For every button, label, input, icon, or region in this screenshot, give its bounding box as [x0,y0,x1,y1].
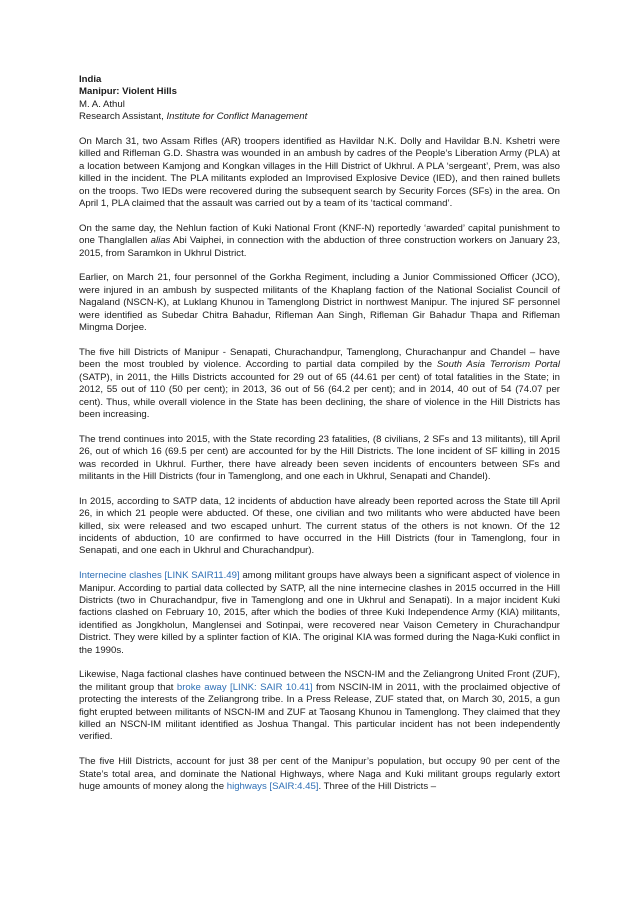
p2-text-b: Abi Vaiphei, in connection with the abduction of three construction workers on January 23, 2015, from Saramkon in Ukhrul District. [79,235,560,259]
paragraph-6: In 2015, according to SATP data, 12 incidents of abduction have already been reported across the State till April 26, in which 21 people were abducted. Of these, one civilian and two militants who were abducted have been killed, six were released and two escaped unhurt. The current status of the others is not known. Of the 12 incidents of abduction, 10 are confirmed to have occurred in the Hill Districts (four in Tamenglong, four in Senapati, and one each in Ukhrul and Churachandpur). [79,495,560,557]
p8-text-b: from NSCIN-IM in 2011, with the proclaimed objective of protecting the interests of the Zeliangrong tribe. In a Press Release, ZUF stated that, on March 30, 2015, a gun fight erupted between militants of NSCN-IM and ZUF at Taosang Khunou in Tamenglong. They claimed that they killed an NSCN-IM militant identified as Joshua Thangal. This particular incident has not been independently verified. [79,681,560,743]
p4-portal-name: South Asia Terrorism Portal [436,359,560,371]
paragraph-7 [79,570,560,657]
p2-alias: alias [150,235,171,247]
paragraph-8 [79,669,560,743]
country-label: India [79,74,102,85]
p9-text-a: The five Hill Districts, account for just 38 per cent of the Manipur’s population, but occupy 90 per cent of the State’s total area, and dominate the National Highways, where Naga and Kuki militant groups regularly extort huge amounts of money along the [79,756,560,793]
paragraph-4 [79,347,560,421]
role-prefix: Research Assistant, [79,111,167,123]
author-role [79,111,560,123]
p4-text-a: The five hill Districts of Manipur - Senapati, Churachandpur, Tamenglong, Churachanpur and Chandel – have been the most troubled by violence. According to partial data compiled by the [79,346,560,371]
paragraph-5: The trend continues into 2015, with the State recording 23 fatalities, (8 civilians, 2 SFs and 13 militants), till April 26, out of which 16 (69.5 per cent) are accounted for by the Hill Districts. The lone incident of SF killing in 2015 was recorded in Ukhrul. Further, there have already been seven incidents of encounters between SFs and militants in the Hill Districts (four in Tamenglong, and one each in Ukhrul, Senapati and Chandel). [79,433,560,482]
article-header [79,74,560,124]
broke-away-link[interactable]: broke away [LINK: SAIR 10.41] [176,681,313,693]
p8-text-a: Likewise, Naga factional clashes have continued between the NSCN-IM and the Zeliangrong United Front (ZUF), the militant group that [79,669,560,693]
paragraph-1: On March 31, two Assam Rifles (AR) troopers identified as Havildar N.K. Dolly and Havildar B.N. Kshetri were killed and Rifleman G.D. Shastra was wounded in an ambush by cadres of the People’s Liberation Army (PLA) at a location between Kamjong and Kongkan villages in the Hill District of Ukhrul. A PLA ‘sergeant’, Prem, was also killed in the incident. The PLA militants exploded an Improvised Explosive Device (IED), and then rained bullets on the troops. Two IEDs were recovered during the subsequent search by Security Forces (SFs) in the area. On April 1, PLA claimed that the assault was carried out by a team of its ‘tactical command’. [79,136,560,210]
p4-text-b: (SATP), in 2011, the Hills Districts accounted for 29 out of 65 (44.61 per cent) of total fatalities in the State; in 2012, 55 out of 110 (50 per cent); in 2013, 36 out of 56 (64.2 per cent); and in 2014, 40 out of 54 (74.07 per cent). Thus, while overall violence in the State has been declining, the share of violence in the Hill Districts has been increasing. [79,371,560,420]
article-title: Manipur: Violent Hills [79,86,177,98]
internecine-clashes-link[interactable]: Internecine clashes [LINK SAIR11.49] [79,570,240,582]
p7-text-b: among militant groups have always been a significant aspect of violence in Manipur. According to partial data collected by SATP, all the nine internecine clashes in 2015 occurred in the Hill Districts (two in Churachandpur, five in Tamenglong and one in Ukhrul and Senapati). In a major incident Kuki factions clashed on February 10, 2015, after which the bodies of three Kuki Independence Army (KIA) militants, identified as Jongkholun, Manglensei and Sotinpai, were recovered near Vaison Cemetery in Churachandpur District. They were killed by a splinter faction of KIA. The original KIA was formed during the Naga-Kuki conflict in the 1990s. [79,570,560,656]
author-name: M. A. Athul [79,98,125,110]
document-page [79,74,560,806]
paragraph-2 [79,223,560,260]
paragraph-9 [79,756,560,793]
paragraph-3: Earlier, on March 21, four personnel of the Gorkha Regiment, including a Junior Commissioned Officer (JCO), were injured in an ambush by suspected militants of the Khaplang faction of the National Socialist Council of Nagaland (NSCN-K), at Luklang Khunou in Tamenglong District in northwest Manipur. The injured SF personnel were identified as Subedar Chitra Bahadur, Rifleman Aan Singh, Rifleman Gir Bahadur Thapa and Rifleman Mingma Dorjee. [79,272,560,334]
highways-link[interactable]: highways [SAIR:4.45] [226,781,319,793]
p2-text-a: On the same day, the Nehlun faction of Kuki National Front (KNF-N) reportedly ‘awarded’ capital punishment to one Thanglallen [79,222,560,247]
p9-text-b: . Three of the Hill Districts – [318,781,437,793]
institute-name: Institute for Conflict Management [166,111,308,123]
